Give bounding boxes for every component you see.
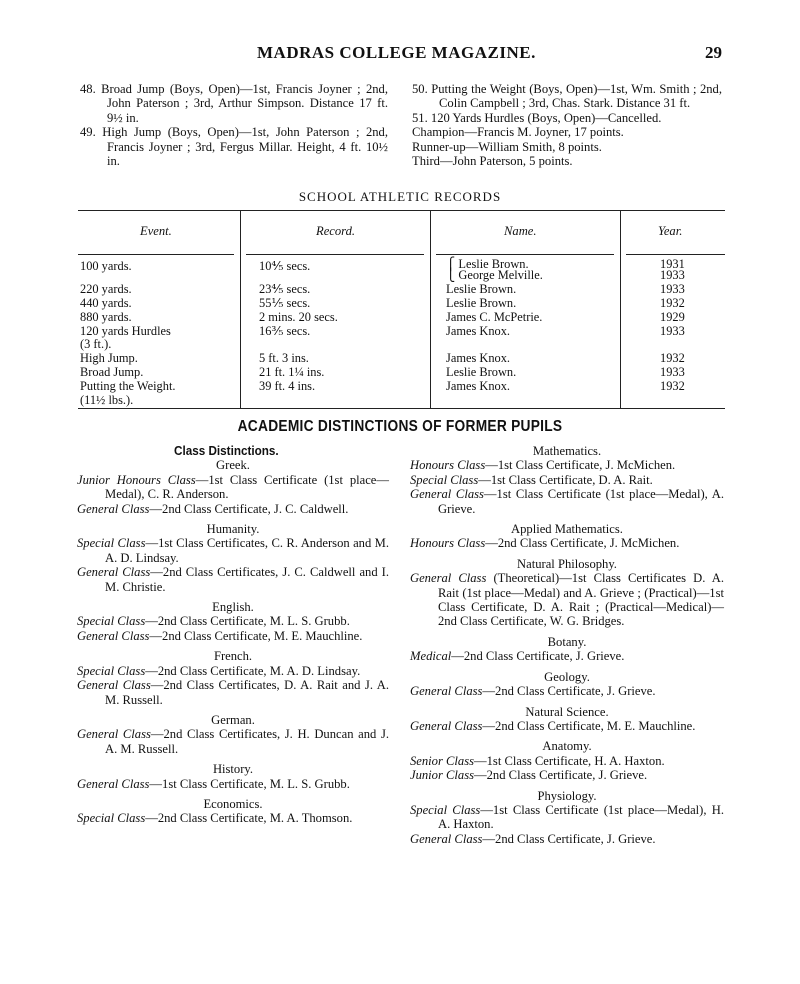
distinction-entry (77, 777, 389, 791)
subjects-left (77, 458, 389, 831)
record-year: 1933 (660, 268, 685, 282)
subject-heading: Geology. (544, 669, 590, 684)
header-rule (246, 254, 424, 255)
record-holder: ⎩ George Melville. (446, 268, 543, 282)
distinction-entry (410, 487, 724, 516)
table-bottom-rule (78, 408, 725, 409)
subject-heading: Greek. (216, 458, 250, 473)
distinction-entry (410, 719, 724, 733)
subject-heading: History. (212, 762, 254, 777)
academic-left-column (77, 444, 389, 832)
record-holder: James Knox. (446, 379, 511, 393)
distinction-text: —1st Class Certificate (1st place—Medal), C. R. Anderson. (105, 472, 389, 502)
class-name: Honours Class (410, 458, 486, 473)
distinction-text: —2nd Class Certificates, J. C. Caldwell and I. M. Christie. (105, 565, 389, 594)
record-holder: ⎧ Leslie Brown. (446, 257, 529, 271)
class-name: General Class (77, 727, 151, 742)
column-divider (620, 210, 621, 408)
record-year: 1933 (660, 365, 685, 379)
distinction-entry (77, 629, 389, 643)
class-name: General Class (410, 831, 483, 846)
record-year: 1932 (660, 296, 685, 310)
distinction-text: —2nd Class Certificate, M. A. D. Lindsay. (145, 663, 361, 678)
third-line: Third—John Paterson, 5 points. (412, 154, 573, 169)
subject-heading: Applied Mathematics. (511, 522, 623, 537)
distinction-text: —1st Class Certificate, J. McMichen. (485, 458, 676, 473)
header-rule (78, 254, 234, 255)
record-holder: Leslie Brown. (446, 365, 517, 379)
record-holder: James Knox. (446, 324, 511, 338)
col-header-event: Event. (140, 224, 172, 238)
distinction-text: —2nd Class Certificate, J. Grieve. (474, 768, 648, 783)
class-name: Special Class (77, 614, 146, 629)
subject-heading: French. (213, 649, 253, 664)
record-holder: Leslie Brown. (446, 296, 517, 310)
class-name: Special Class (410, 472, 479, 487)
distinction-entry (77, 678, 389, 707)
results-left-column (80, 82, 388, 168)
record-event: Broad Jump. (80, 365, 144, 379)
subjects-right (410, 444, 724, 852)
distinction-entry (410, 571, 724, 629)
champion-line: Champion—Francis M. Joyner, 17 points. (412, 125, 624, 140)
page-number: 29 (705, 43, 722, 62)
class-name: General Class (77, 565, 151, 580)
distinction-text: —2nd Class Certificates, D. A. Rait and J. A. M. Russell. (105, 678, 389, 707)
record-event: 220 yards. (80, 282, 132, 296)
header-rule (626, 254, 725, 255)
col-header-name: Name. (504, 224, 537, 238)
distinction-entry (410, 768, 724, 782)
class-name: General Class (77, 628, 150, 643)
record-year: 1933 (660, 282, 685, 296)
distinction-entry (410, 473, 724, 487)
event-result: 49. High Jump (Boys, Open)—1st, John Paterson ; 2nd, Francis Joyner ; 3rd, Fergus Millar. Height, 4 ft. 10½ in. (80, 125, 388, 169)
subject-heading: Natural Philosophy. (517, 556, 617, 571)
distinction-text: —1st Class Certificate, M. L. S. Grubb. (149, 776, 350, 791)
column-divider (430, 210, 431, 408)
col-header-record: Record. (316, 224, 356, 238)
record-value: 39 ft. 4 ins. (259, 379, 316, 393)
distinction-entry (77, 664, 389, 678)
distinction-text: (Theoretical)—1st Class Certificates D. A. Rait (1st place—Medal) and A. Grieve ; (Practical)—1st Class Certificate, D. A. Rait ; (Practical—Medical)—2nd Class Certificate, W. G. Bridges. (438, 571, 724, 629)
col-header-year: Year. (658, 224, 683, 238)
record-year: 1932 (660, 351, 685, 365)
header-rule (436, 254, 614, 255)
record-value: 55⅕ secs. (259, 296, 311, 310)
class-name: Honours Class (410, 536, 486, 551)
academic-right-column (410, 444, 724, 852)
record-value: 21 ft. 1¼ ins. (259, 365, 325, 379)
distinction-text: —2nd Class Certificate, J. Grieve. (451, 649, 625, 664)
record-event: 440 yards. (80, 296, 132, 310)
distinction-entry (77, 614, 389, 628)
class-distinctions-heading: Class Distinctions. (174, 443, 279, 458)
class-name: General Class (410, 684, 483, 699)
record-event: 120 yards Hurdles (80, 324, 171, 338)
subject-heading: Natural Science. (525, 704, 609, 719)
class-name: General Class (77, 501, 150, 516)
subject-heading: English. (212, 600, 254, 615)
distinction-entry (77, 811, 389, 825)
record-holder: James C. McPetrie. (446, 310, 543, 324)
results-right-column (412, 82, 722, 168)
class-name: General Class (77, 776, 150, 791)
class-name: Junior Honours Class (77, 472, 196, 487)
class-name: Junior Class (410, 768, 475, 783)
distinction-text: —1st Class Certificate (1st place—Medal), H. A. Haxton. (438, 802, 725, 832)
records-title: SCHOOL ATHLETIC RECORDS (298, 189, 502, 204)
distinction-entry (77, 727, 389, 756)
distinction-text: —1st Class Certificate (1st place—Medal), A. Grieve. (438, 487, 724, 516)
subject-heading: Anatomy. (542, 739, 592, 754)
record-holder: Leslie Brown. (446, 282, 517, 296)
record-event: (3 ft.). (80, 337, 112, 351)
distinction-entry (410, 684, 724, 698)
distinction-entry (77, 536, 389, 565)
record-year: 1932 (660, 379, 685, 393)
subject-heading: Physiology. (537, 788, 597, 803)
record-value: 16⅗ secs. (259, 324, 311, 338)
record-event: Putting the Weight. (80, 379, 176, 393)
distinction-text: —1st Class Certificate, D. A. Rait. (478, 472, 653, 487)
record-event: 880 yards. (80, 310, 132, 324)
subject-heading: Economics. (203, 796, 263, 811)
event-result: 51. 120 Yards Hurdles (Boys, Open)—Cancelled. (412, 110, 662, 125)
class-name: Special Class (410, 802, 481, 817)
record-year: 1929 (660, 310, 685, 324)
distinction-text: —2nd Class Certificate, M. E. Mauchline. (482, 718, 696, 733)
distinction-entry (410, 536, 724, 550)
record-value: 5 ft. 3 ins. (259, 351, 309, 365)
class-name: General Class (410, 487, 484, 502)
distinction-entry (410, 458, 724, 472)
record-event: (11½ lbs.). (80, 393, 134, 407)
class-name: General Class (410, 718, 483, 733)
record-event: High Jump. (80, 351, 138, 365)
subject-heading: German. (211, 712, 255, 727)
distinction-entry (77, 473, 389, 502)
distinction-text: —1st Class Certificates, C. R. Anderson and M. A. D. Lindsay. (105, 536, 389, 565)
spacer (77, 826, 389, 832)
table-top-rule (78, 210, 725, 211)
class-name: Senior Class (410, 753, 475, 768)
class-name: Special Class (77, 536, 146, 551)
event-result: 50. Putting the Weight (Boys, Open)—1st, Wm. Smith ; 2nd, Colin Campbell ; 3rd, Chas. Stark. Distance 31 ft. (412, 82, 722, 111)
distinction-entry (77, 565, 389, 594)
distinction-entry (410, 803, 724, 832)
record-value: 2 mins. 20 secs. (259, 310, 338, 324)
record-value: 10⅘ secs. (259, 259, 311, 273)
page-header (0, 44, 800, 70)
runner-up-line: Runner-up—William Smith, 8 points. (412, 139, 602, 154)
distinction-text: —2nd Class Certificate, J. Grieve. (482, 684, 656, 699)
class-name: Medical (410, 649, 452, 664)
distinction-entry (410, 649, 724, 663)
distinction-text: —2nd Class Certificate, J. Grieve. (482, 831, 656, 846)
distinction-text: —2nd Class Certificate, J. C. Caldwell. (149, 501, 349, 516)
academic-title: ACADEMIC DISTINCTIONS OF FORMER PUPILS (237, 418, 563, 435)
record-year: 1933 (660, 324, 685, 338)
subject-heading: Humanity. (206, 522, 260, 537)
magazine-title: MADRAS COLLEGE MAGAZINE. (257, 43, 536, 62)
record-event: 100 yards. (80, 259, 132, 273)
distinction-entry (77, 502, 389, 516)
record-holder: James Knox. (446, 351, 511, 365)
record-year: 1931 (660, 257, 685, 271)
spacer (410, 846, 724, 852)
distinction-entry (410, 754, 724, 768)
class-name: Special Class (77, 811, 146, 826)
subject-heading: Mathematics. (532, 444, 602, 458)
distinction-text: —1st Class Certificate, H. A. Haxton. (474, 753, 665, 768)
class-name: Special Class (77, 663, 146, 678)
column-divider (240, 210, 241, 408)
subject-heading: Botany. (547, 634, 587, 649)
distinction-text: —2nd Class Certificate, M. A. Thomson. (145, 811, 353, 826)
distinction-entry (410, 832, 724, 846)
distinction-text: —2nd Class Certificate, M. E. Mauchline. (149, 628, 363, 643)
class-name: General Class (77, 678, 151, 693)
class-name: General Class (410, 571, 487, 586)
event-result: 48. Broad Jump (Boys, Open)—1st, Francis Joyner ; 2nd, John Paterson ; 3rd, Arthur Simpson. Distance 17 ft. 9½ in. (80, 82, 388, 125)
distinction-text: —2nd Class Certificate, J. McMichen. (485, 536, 680, 551)
record-value: 23⅘ secs. (259, 282, 311, 296)
distinction-text: —2nd Class Certificate, M. L. S. Grubb. (145, 614, 350, 629)
distinction-text: —2nd Class Certificates, J. H. Duncan and J. A. M. Russell. (105, 727, 389, 756)
